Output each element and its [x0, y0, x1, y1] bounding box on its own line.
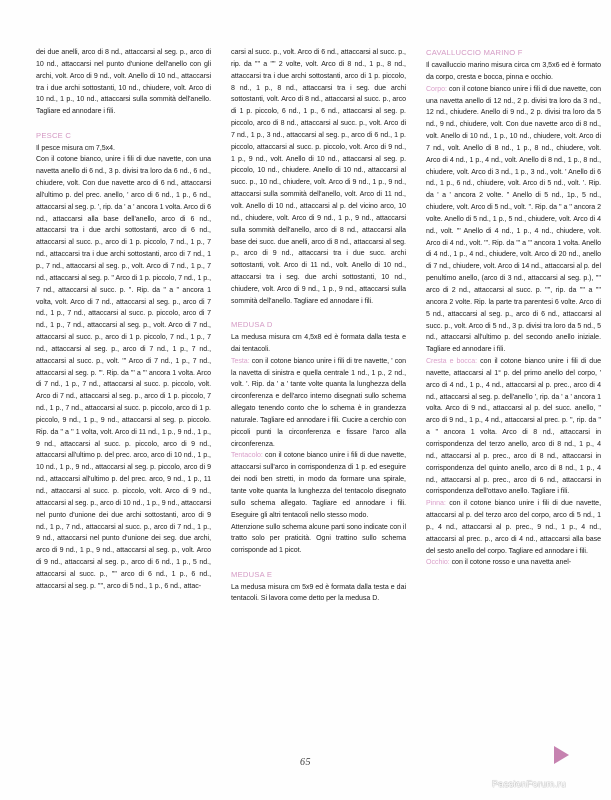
paragraph-text: con il cotone rosso e una navetta anel-: [449, 559, 572, 567]
site-watermark: PassionForum.ru: [492, 779, 566, 790]
paragraph: carsi al succ. p., volt. Arco di 6 nd., attaccarsi al succ. p., rip. da '''' a '''' 2 volte, volt. Arco di 8 nd., 1 p., 8 nd., attaccarsi tra i due archi sottostanti, arco di 1 p. piccolo, 8 nd., 1 p., 8 nd., attaccarsi tra i seg. due archi sottostanti, volt. Arco di 8 nd., attaccarsi al succ. p., arco di 1 p. piccolo, 6 nd., 1 p., 6 nd., attaccarsi al seg. p. piccolo, arco di 8 nd., attaccarsi al succ. p., volt. Arco di 7 nd., 1 p., 3 nd., attaccarsi al seg. p., arco di 6 nd., 1 p. piccolo, attaccarsi al succ. p. piccolo, volt. Arco di 9 nd., 1 p., 9 nd., volt. Anello di 10 nd., attaccarsi al seg. p. piccolo, 10 nd., chiudere. Anello di 10 nd., attaccarsi al succ. p., 10 nd., chiudere, volt. Arco di 9 nd., 1 p., 9 nd., attaccarsi sulla sommità dell'anello, volt. Arco di 11 nd., volt. Anello di 10 nd., attaccarsi al p. del vicino arco, 10 nd., chiudere, volt. Arco di 9 nd., 1 p., 9 nd., attaccarsi sulla sommità dell'anello, arco di 8 nd., attaccarsi alla base dei succ. due anelli, arco di 8 nd., attaccarsi al seg. p., arco di 9 nd., attaccarsi tra i due succ. archi sottostanti, volt. Arco di 11 nd., volt. Anello di 10 nd., attaccarsi tra i seg. due archi sottostanti, 10 nd., chiudere, volt. Arco di 9 nd., 1 p., 9 nd., attaccarsi sulla sommità dell'anello. Tagliare ed annodare i fili.: [231, 49, 406, 305]
section-heading-cavalluccio-marino-f: CAVALLUCCIO MARINO F: [426, 48, 523, 57]
paragraph: La medusa misura cm 4,5x8 ed è formata dalla testa e dai tentacoli.: [231, 334, 406, 353]
paragraph: [426, 356, 601, 498]
run-in-heading-testa: Testa:: [231, 357, 250, 365]
paragraph-text: con il cotone bianco unire i fili di due navette, con una navetta anello di 12 nd., 2 p. divisi tra loro da 3 nd., 12 nd., chiudere. Anello di 9 nd., 2 p. divisi tra loro da 5 nd., 9 nd., chiudere, volt. Con due navette arco di 8 nd., volt. Anello di 10 nd., 1 p., 10 nd., chiudere, volt. Arco di 7 nd., volt. Anello di 8 nd., 1 p., 8 nd., chiudere, volt. Arco di 4 nd., 1 p., 4 nd., volt. Anello di 8 nd., 1 p., 8 nd., chiudere, volt. Arco di 3 nd., 1 p., 3 nd., volt. ' Anello di 6 nd., 1 p., 6 nd., chiudere, volt. Arco di 5 nd., volt. '. Rip. da ' a ' ancora 2 volte. '' Anello di 5 nd., 1p., 5 nd., chiudere, volt. Arco di 5 nd., volt. ''. Rip. da '' a '' ancora 2 volte. Anello di 5 nd., 1 p., 5 nd., chiudere, volt. Arco di 4 nd., volt. ''' Anello di 4 nd., 1 p., 4 nd., chiudere, volt. Arco di 4 nd., volt. '''. Rip. da ''' a ''' ancora 1 volta. Anello di 4 nd., 1 p., 4 nd., chiudere, volt. Arco di 20 nd., anello di 7 nd., chiudere, volt. Arco di 14 nd., attaccarsi al p. del penultimo anello, (arco di 3 nd., attaccarsi al seg. p.), '''' arco di 2 nd., attaccarsi al succ. p. '''', rip. da '''' a '''' ancora 2 volte. Rip. la parte tra parentesi 6 volte. Arco di 5 nd., attaccarsi al seg. p., arco di 6 nd., attaccarsi al succ. p., volt. Arco di 5 nd., 3 p. divisi tra loro da 5 nd., 5 nd., attaccarsi all'ultimo p. del secondo anello iniziale. Tagliare ed annodare i fili.: [426, 85, 601, 354]
page-number: 65: [300, 757, 311, 768]
paragraph-text: con il cotone bianco unire i fili di tre navette, ' con la navetta di sinistra e quella centrale 1 nd., 1 p., 2 nd., volt. '. Rip. da ' a ' tante volte quanta la lunghezza della circonferenza e dell'arco interno disegnati sullo schema allegato tenendo conto che lo schema è in grandezza naturale. Tagliare ed annodare i fili. Cucire a cerchio con piccoli punti la circonferenza e fissare l'arco alla circonferenza.: [231, 357, 406, 448]
section-heading-medusa-e: MEDUSA E: [231, 569, 273, 579]
paragraph: Il cavalluccio marino misura circa cm 3,5x6 ed è formato da corpo, cresta e bocca, pinna e occhio.: [426, 61, 601, 81]
paragraph: [231, 356, 406, 451]
paragraph: [426, 557, 601, 569]
column-middle: [231, 47, 406, 605]
paragraph: [426, 84, 601, 356]
three-column-text-body: [0, 47, 611, 747]
paragraph: dei due anelli, arco di 8 nd., attaccarsi al seg. p., arco di 10 nd., attaccarsi nel punto d'unione dell'anello con gli archi, volt. Arco di 9 nd., volt. Anello di 10 nd., attaccarsi tra i due archi sottostanti, 10 nd., chiudere, volt. Arco di 10 nd., 1 p., 10 nd., attaccarsi sulla sommità dell'anello. Tagliare ed annodare i fili.: [36, 49, 211, 116]
run-in-heading-pinna: Pinna:: [426, 500, 446, 508]
run-in-heading-occhio: Occhio:: [426, 559, 450, 567]
column-left: [36, 47, 211, 593]
paragraph: [426, 498, 601, 557]
section-heading-pesce-c: PESCE C: [36, 130, 72, 140]
paragraph: Attenzione sullo schema alcune parti sono indicate con il tratto solo per praticità. Ogni trattino sullo schema corrisponde ad 1 picot.: [231, 523, 406, 555]
section-heading-medusa-d: MEDUSA D: [231, 320, 273, 330]
run-in-heading-tentacolo: Tentacolo:: [231, 452, 263, 460]
paragraph-text: con il cotone bianco unire i fili di due navette, attaccarsi sull'arco in corrispondenza di 1 p. ed eseguire dei nodi ben stretti, in modo da formare una spirale, tante volte quanta la lunghezza del tentacolo disegnato sullo schema allegato. Tagliare ed annodare i fili. Eseguire gli altri tentacoli nello stesso modo.: [231, 452, 406, 519]
paragraph: Con il cotone bianco, unire i fili di due navette, con una navetta anello di 6 nd., 3 p. divisi tra loro da 6 nd., 6 nd., chiudere, volt. Con due navette arco di 6 nd., attaccarsi all'ultimo p. del prec. anello, ' arco di 6 nd., 1 p., 6 nd., attaccarsi al seg. p. ', rip. da ' a ' ancora 1 volta. Arco di 6 nd., attaccarsi alla base dell'anello, arco di 6 nd., attaccarsi tra i due archi sottostanti, arco di 6 nd., attaccarsi al succ. p., arco di 1 p. piccolo, 7 nd., 1 p., 7 nd., attaccarsi tra i due archi sottostanti, arco di 7 nd., 1 p., 7 nd., attaccarsi al seg. p., volt. Arco di 7 nd., 1 p., 7 nd., attaccarsi al seg. p. '' Arco di 1 p. piccolo, 7 nd., 1 p., 7 nd., attaccarsi al succ. p. ''. Rip. da '' a '' ancora 1 volta, volt. Arco di 7 nd., attaccarsi al seg. p., arco di 7 nd., 1 p., 7 nd., attaccarsi al succ. p. piccolo, arco di 7 nd., 1 p., 7 nd., attaccarsi al seg. p., volt. Arco di 7 nd., attaccarsi al succ. p., arco di 1 p. piccolo, 7 nd., 1 p., 7 nd., attaccarsi al seg. p., arco di 7 nd., 1 p., 7 nd., attaccarsi al succ. p., volt. ''' Arco di 7 nd., 1 p., 7 nd., attaccarsi al seg. p. '''. Rip. da ''' a ''' ancora 1 volta. Arco di 7 nd., 1 p., 7 nd., attaccarsi al succ. p. piccolo, volt. Arco di 7 nd., attaccarsi al seg. p., arco di 1 p. piccolo, 7 nd., 1 p., 7 nd., attaccarsi al succ. p. piccolo, arco di 1 p. piccolo, 9 nd., 1 p., 9 nd., attaccarsi al seg. p. piccolo. Rip. da '' a '' 1 volta, volt. Arco di 11 nd., 1 p., 9 nd., 1 p., 9 nd., attaccarsi al succ. p. piccolo, arco di 9 nd., attaccarsi all'ultimo p. del prec. arco, arco di 10 nd., 1 p., 10 nd., 1 p., 9 nd., attaccarsi al seg. p. piccolo, arco di 9 nd., attaccarsi all'ultimo p. del prec. arco, 9 nd., 1 p., 11 nd., attaccarsi al succ. p. piccolo, volt. Arco di 9 nd., attaccarsi al seg. p., arco di 10 nd., 1 p., 9 nd., attaccarsi nel punto d'unione dei due archi sottostanti, arco di 9 nd., 1 p., 7 nd., attaccarsi al succ. p., arco di 7 nd., 1 p., 9 nd., attaccarsi nel punto d'unione dei seg. due archi, arco di 9 nd., 1 p., 9 nd., attaccarsi al seg. p., volt. Arco di 9 nd., attaccarsi al seg. p., arco di 6 nd., 1 p., 5 nd., attaccarsi al succ. p., '''' arco di 6 nd., 1 p., 6 nd., attaccarsi al seg. p. '''', arco di 5 nd., 1 p., 6 nd., attac-: [36, 156, 211, 590]
paragraph: La medusa misura cm 5x9 ed è formata dalla testa e dai tentacoli. Si lavora come detto per la medusa D.: [231, 583, 406, 603]
paragraph-text: con il cotone bianco unire i fili di due navette, attaccarsi al 1° p. del primo anello del corpo, ' arco di 4 nd., 1 p., 4 nd., attaccarsi al p. prec., arco di 4 nd., attaccarsi al seg. p. dell'anello ', rip. da ' a ' ancora 1 volta. Arco di 9 nd., attaccarsi al p. del succ. anello, '' arco di 9 nd., 1 p., 4 nd., attaccarsi al prec. p. '', rip. da '' a '' ancora 1 volta. Arco di 8 nd., attaccarsi in corrispondenza del terzo anello, arco di 8 nd., 1 p., 4 nd., attaccarsi al p. prec., arco di 8 nd., attaccarsi in corrispondenza del quinto anello, arco di 8 nd., 1 p., 4 nd., attaccarsi al p. prec., arco di 6 nd., attaccarsi in corrispondenza dell'ottavo anello. Tagliare i fili.: [426, 358, 601, 496]
paragraph: [231, 450, 406, 521]
column-right: [426, 47, 601, 569]
paragraph-text: con il cotone bianco unire i fili di due navette, attaccarsi al p. del terzo arco del corpo, arco di 5 nd., 1 p., 4 nd., attaccarsi al p. prec., 9 nd., 1 p., 4 nd., attaccarsi al prec. p., arco di 4 nd., attaccarsi alla base del sesto anello del corpo. Tagliare ed annodare i fili.: [426, 500, 601, 555]
run-in-heading-corpo: Corpo:: [426, 85, 447, 93]
play-triangle-icon: [554, 746, 569, 764]
paragraph: Il pesce misura cm 7,5x4.: [36, 144, 115, 152]
run-in-heading-cresta-e-bocca: Cresta e bocca:: [426, 358, 478, 366]
